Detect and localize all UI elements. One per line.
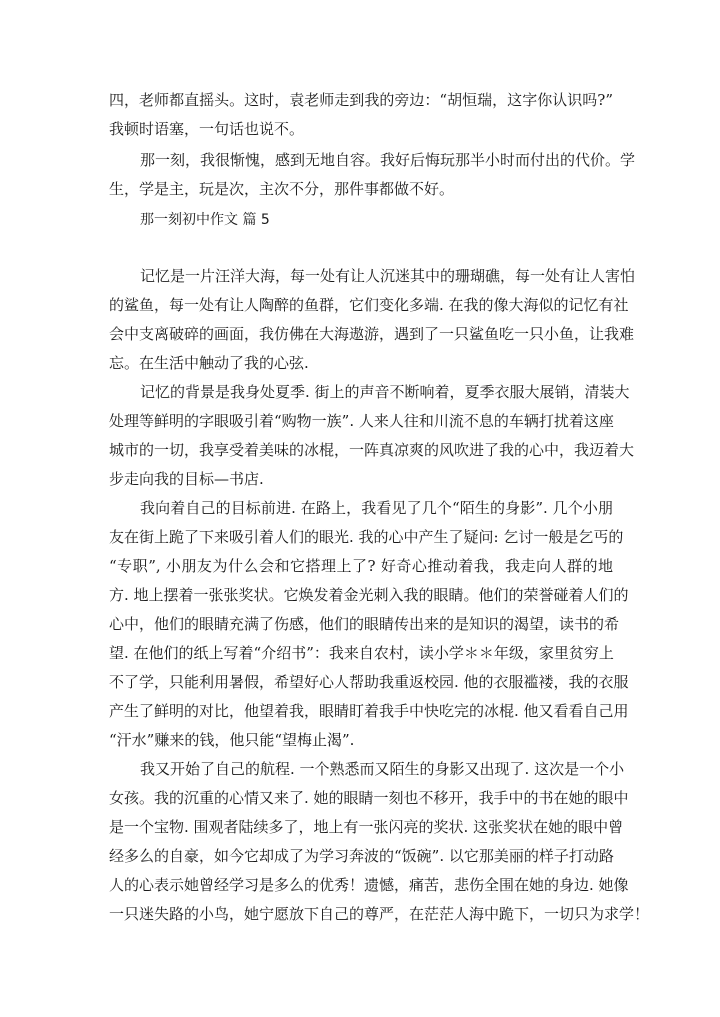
text-line: 记忆是一片汪洋大海，每一处有让人沉迷其中的珊瑚礁，每一处有让人害怕 [140, 267, 636, 285]
text-line: “专职”, 小朋友为什么会和它搭理上了? 好奇心推动着我，我走向人群的地 [109, 557, 613, 575]
section-title: 那一刻初中作文 篇 5 [140, 212, 270, 228]
text-line: “汗水”赚来的钱，他只能“望梅止渴”. [109, 731, 355, 749]
text-line: 四，老师都直摇头。这时，袁老师走到我的旁边：“胡恒瑞，这字你认识吗?” [109, 91, 613, 109]
text-line: 那一刻，我很惭愧，感到无地自容。我好后悔玩那半小时而付出的代价。学 [140, 151, 636, 169]
text-line: 望. 在他们的纸上写着“介绍书”：我来自农村，读小学＊＊年级，家里贫穷上 [109, 644, 614, 662]
text-line: 城市的一切，我享受着美味的冰棍，一阵真凉爽的风吹进了我的心中，我迈着大 [109, 441, 635, 459]
text-line: 生，学是主，玩是次，主次不分，那件事都做不好。 [109, 180, 455, 198]
text-line: 女孩。我的沉重的心情又来了. 她的眼睛一刻也不移开，我手中的书在她的眼中 [109, 789, 629, 807]
text-line: 友在街上跪了下来吸引着人们的眼光. 我的心中产生了疑问: 乞讨一般是乞丐的 [109, 528, 624, 546]
text-line: 我向着自己的目标前进. 在路上，我看见了几个“陌生的身影”. 几个小朋 [140, 499, 613, 517]
text-line: 我又开始了自己的航程. 一个熟悉而又陌生的身影又出现了. 这次是一个小 [140, 760, 625, 778]
text-line: 不了学，只能利用暑假，希望好心人帮助我重返校园. 他的衣服褴褛，我的衣服 [109, 673, 629, 691]
text-line: 会中支离破碎的画面，我仿佛在大海遨游，遇到了一只鲨鱼吃一只小鱼，让我难 [109, 325, 635, 343]
text-line: 是一个宝物. 围观者陆续多了，地上有一张闪亮的奖状. 这张奖状在她的眼中曾 [109, 818, 624, 836]
text-line: 的鲨鱼，每一处有让人陶醉的鱼群，它们变化多端. 在我的像大海似的记忆有社 [109, 296, 629, 314]
text-line: 人的心表示她曾经学习是多么的优秀！遗憾，痛苦，悲伤全围在她的身边. 她像 [109, 876, 629, 894]
text-line: 步走向我的目标—书店. [109, 470, 264, 488]
text-line: 处理等鲜明的字眼吸引着“购物一族”. 人来人往和川流不息的车辆打扰着这座 [109, 412, 614, 430]
text-line: 我顿时语塞，一句话也说不。 [109, 120, 305, 138]
text-line: 产生了鲜明的对比，他望着我，眼睛盯着我手中快吃完的冰棍. 他又看看自己用 [109, 702, 629, 720]
text-line: 忘。在生活中触动了我的心弦. [109, 354, 309, 372]
text-line: 心中，他们的眼睛充满了伤感，他们的眼睛传出来的是知识的渴望，读书的希 [109, 615, 620, 633]
text-line: 方. 地上摆着一张张奖状。它焕发着金光刺入我的眼睛。他们的荣誉碰着人们的 [109, 586, 629, 604]
text-line: 记忆的背景是我身处夏季. 街上的声音不断响着，夏季衣服大展销，清装大 [140, 383, 630, 401]
text-line: 一只迷失路的小鸟，她宁愿放下自己的尊严，在茫茫人海中跪下，一切只为求学！ [109, 905, 650, 923]
text-line: 经多么的自豪，如今它却成了为学习奔波的“饭碗”. 以它那美丽的样子打动路 [109, 847, 614, 865]
